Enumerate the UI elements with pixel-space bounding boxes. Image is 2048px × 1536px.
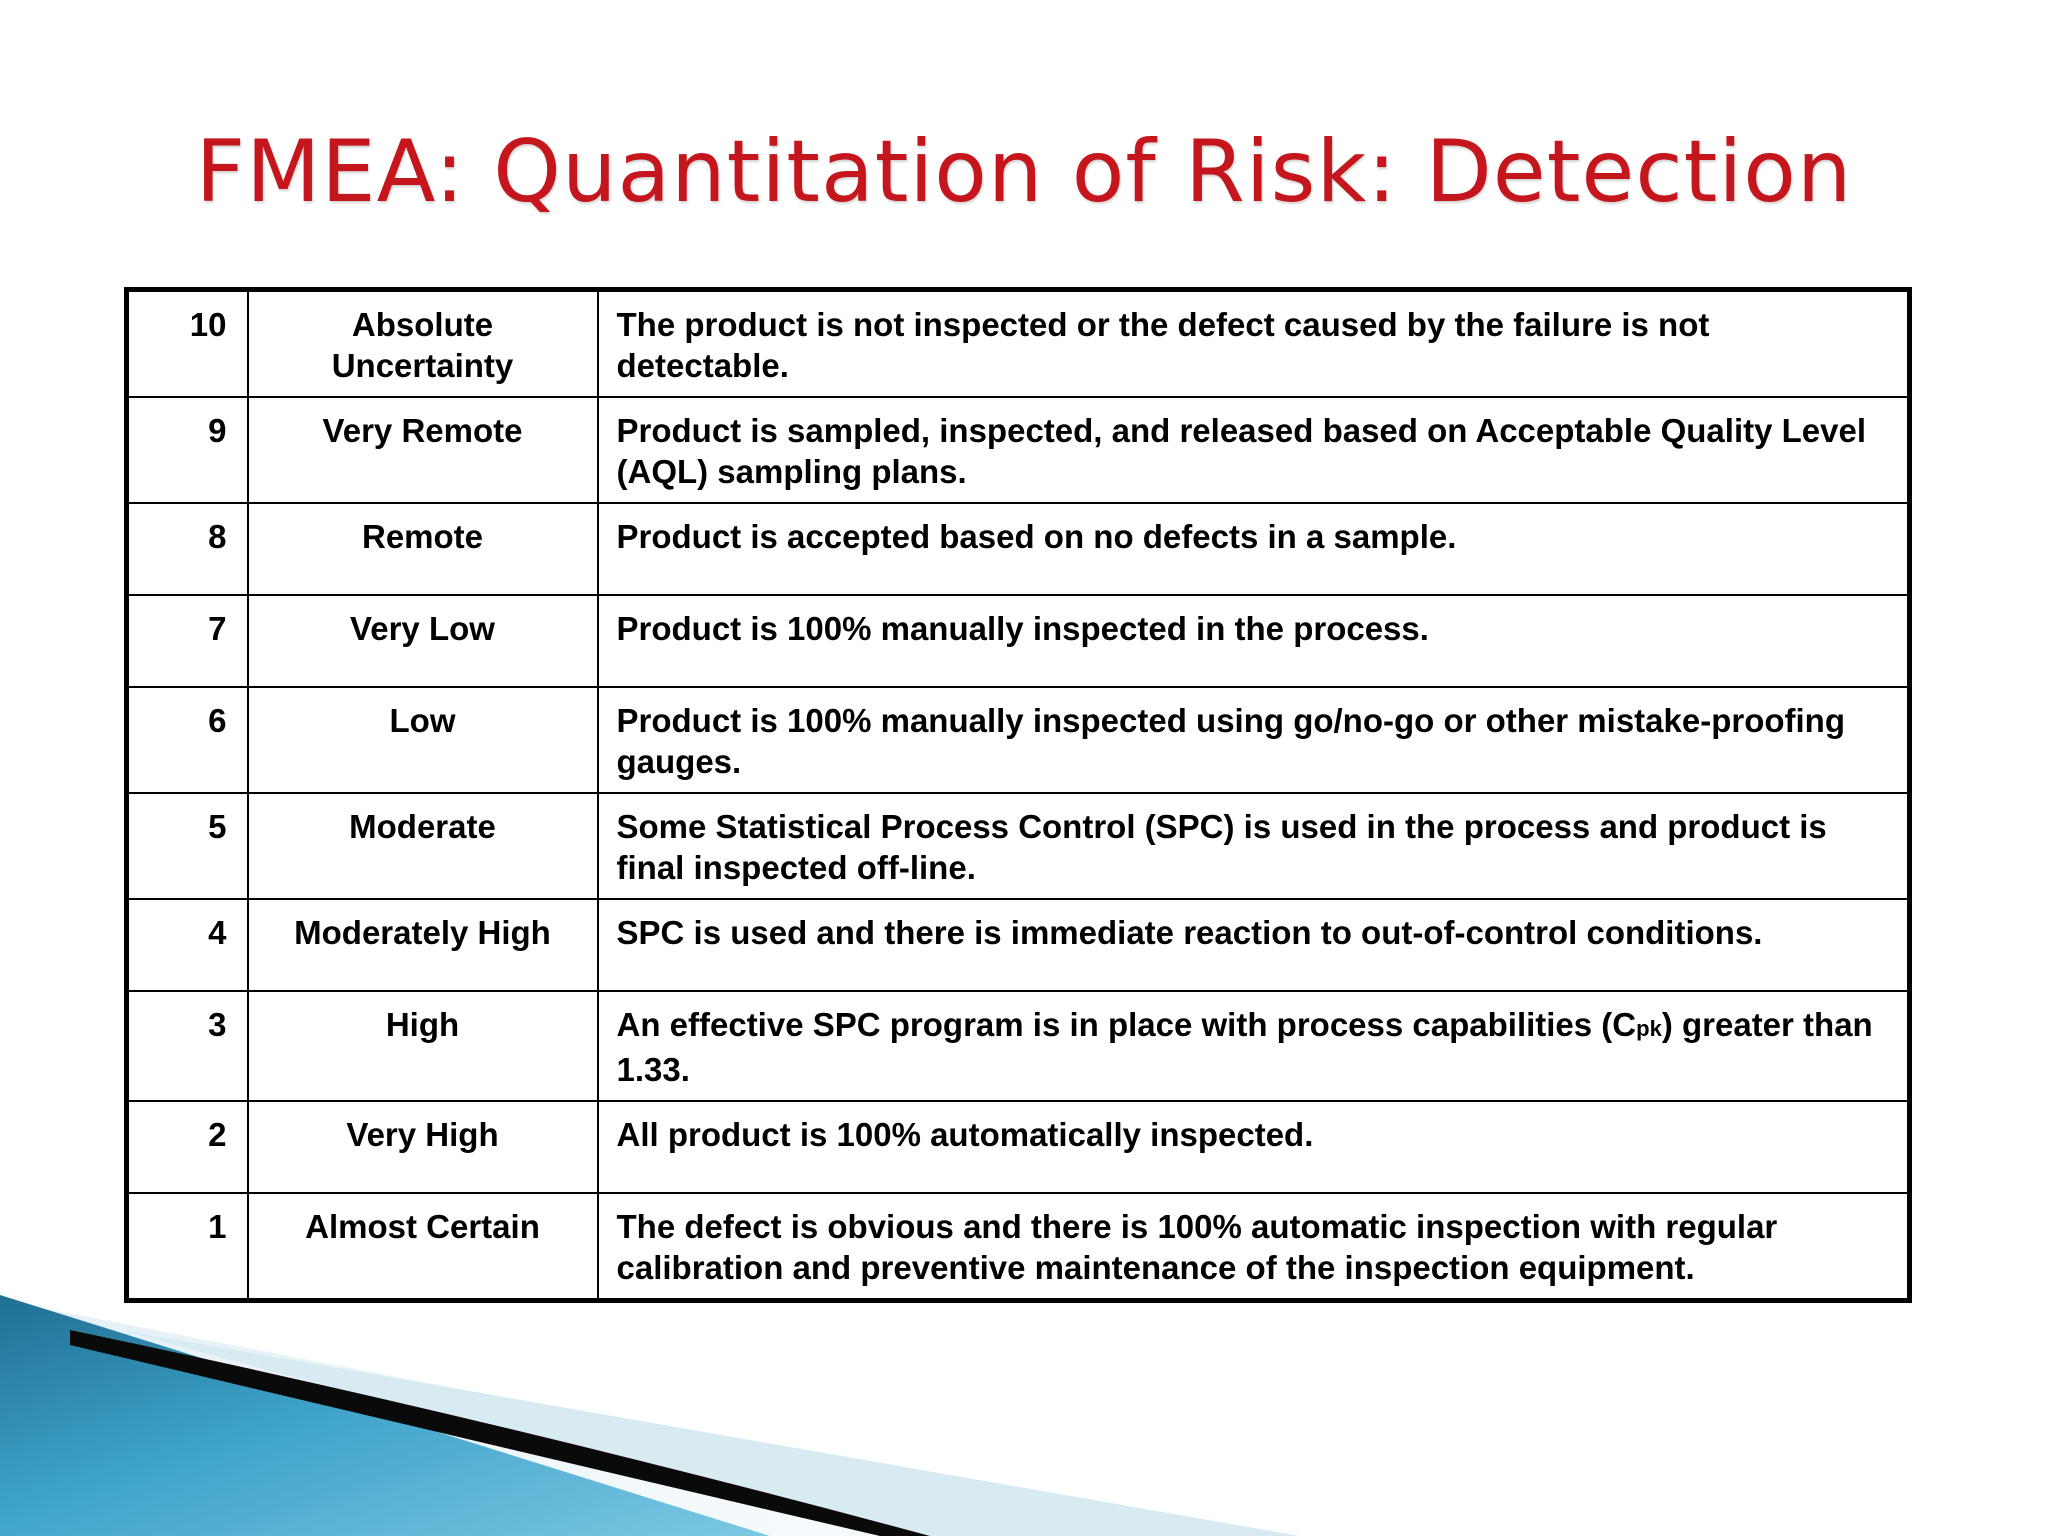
criteria-cell: Product is accepted based on no defects in a sample. [598,503,1910,595]
detection-level-cell: Remote [248,503,598,595]
slide-title: FMEA: Quantitation of Risk: Detection [195,122,1853,222]
rank-cell: 1 [127,1193,248,1301]
table-row [127,595,1910,687]
table-row [127,1101,1910,1193]
criteria-cell: The product is not inspected or the defect caused by the failure is not detectable. [598,290,1910,398]
table-row [127,397,1910,503]
rank-cell: 7 [127,595,248,687]
criteria-text-end: ) greater than 1.33. [616,1006,1873,1088]
rank-cell: 2 [127,1101,248,1193]
detection-level-cell: Almost Certain [248,1193,598,1301]
table-row [127,503,1910,595]
table-row [127,687,1910,793]
detection-level-cell: Moderately High [248,899,598,991]
detection-level-cell: Absolute Uncertainty [248,290,598,398]
table-row [127,1193,1910,1301]
criteria-cell: The defect is obvious and there is 100% automatic inspection with regular calibration and preventive maintenance of the inspection equipment. [598,1193,1910,1301]
wave-light-band-2 [120,1330,1300,1536]
rank-cell: 8 [127,503,248,595]
criteria-cell: SPC is used and there is immediate reaction to out-of-control conditions. [598,899,1910,991]
detection-level-cell: Moderate [248,793,598,899]
rank-cell: 6 [127,687,248,793]
criteria-text-start: An effective SPC program is in place with process capabilities (C [616,1006,1637,1043]
criteria-cell: Product is 100% manually inspected using go/no-go or other mistake-proofing gauges. [598,687,1910,793]
detection-level-cell: Low [248,687,598,793]
table-row [127,899,1910,991]
detection-level-cell: High [248,991,598,1101]
criteria-cell: Product is 100% manually inspected in the process. [598,595,1910,687]
rank-cell: 9 [127,397,248,503]
detection-rating-table [124,287,1912,1303]
detection-level-cell: Very Low [248,595,598,687]
wave-blue-band [0,1295,770,1536]
rank-cell: 4 [127,899,248,991]
criteria-cell: All product is 100% automatically inspected. [598,1101,1910,1193]
criteria-cell: Some Statistical Process Control (SPC) is used in the process and product is final inspected off-line. [598,793,1910,899]
detection-level-cell: Very Remote [248,397,598,503]
table-row [127,793,1910,899]
wave-dark-stripe [70,1330,930,1536]
criteria-cell: Product is sampled, inspected, and released based on Acceptable Quality Level (AQL) sampling plans. [598,397,1910,503]
cpk-subscript: pk [1636,1016,1662,1041]
detection-table-container [124,287,1912,1303]
rank-cell: 5 [127,793,248,899]
rank-cell: 3 [127,991,248,1101]
detection-level-cell: Very High [248,1101,598,1193]
table-row [127,991,1910,1101]
table-row [127,290,1910,398]
criteria-cell [598,991,1910,1101]
rank-cell: 10 [127,290,248,398]
wave-light-band [0,1300,1220,1536]
